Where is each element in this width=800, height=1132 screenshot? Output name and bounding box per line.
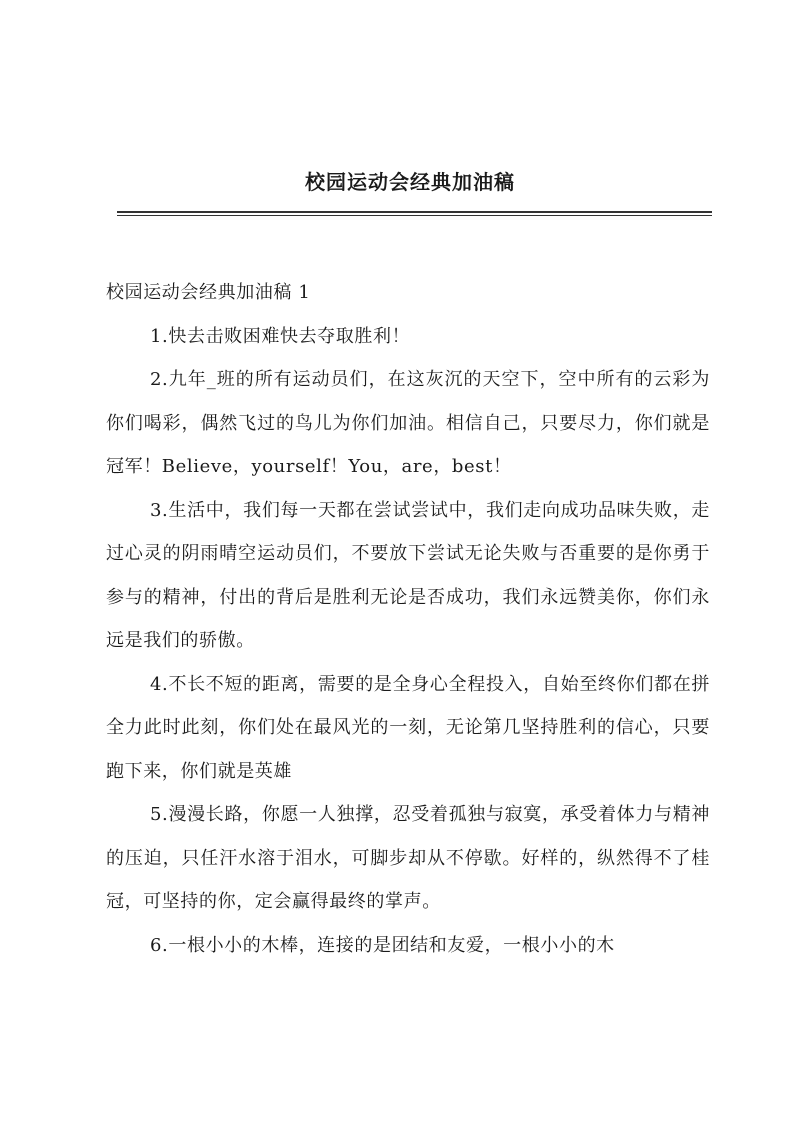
paragraph-item-5: 5.漫漫长路，你愿一人独撑，忍受着孤独与寂寞，承受着体力与精神的压迫，只任汗水溶于泪水，可脚步却从不停歇。好样的，纵然得不了桂冠，可坚持的你，定会赢得最终的掌声。 <box>106 804 710 912</box>
document-body <box>106 271 710 967</box>
section-heading: 校园运动会经典加油稿 1 <box>106 282 311 303</box>
title-divider <box>117 211 712 216</box>
paragraph-item-3: 3.生活中，我们每一天都在尝试尝试中，我们走向成功品味失败，走过心灵的阴雨晴空运动员们，不要放下尝试无论失败与否重要的是你勇于参与的精神，付出的背后是胜利无论是否成功，我们永远赞美你，你们永远是我们的骄傲。 <box>106 499 710 651</box>
paragraph-item-1: 1.快去击败困难快去夺取胜利！ <box>150 325 411 347</box>
paragraph-item-6: 6.一根小小的木棒，连接的是团结和友爱，一根小小的木 <box>150 934 615 956</box>
document-title: 校园运动会经典加油稿 <box>305 170 515 194</box>
paragraph-item-4: 4.不长不短的距离，需要的是全身心全程投入，自始至终你们都在拼全力此时此刻，你们处在最风光的一刻，无论第几坚持胜利的信心，只要跑下来，你们就是英雄 <box>106 673 710 782</box>
paragraph-item-2: 2.九年_班的所有运动员们，在这灰沉的天空下，空中所有的云彩为你们喝彩，偶然飞过的鸟儿为你们加油。相信自己，只要尽力，你们就是冠军！Believe，yourself！You，are，best！ <box>106 369 710 477</box>
